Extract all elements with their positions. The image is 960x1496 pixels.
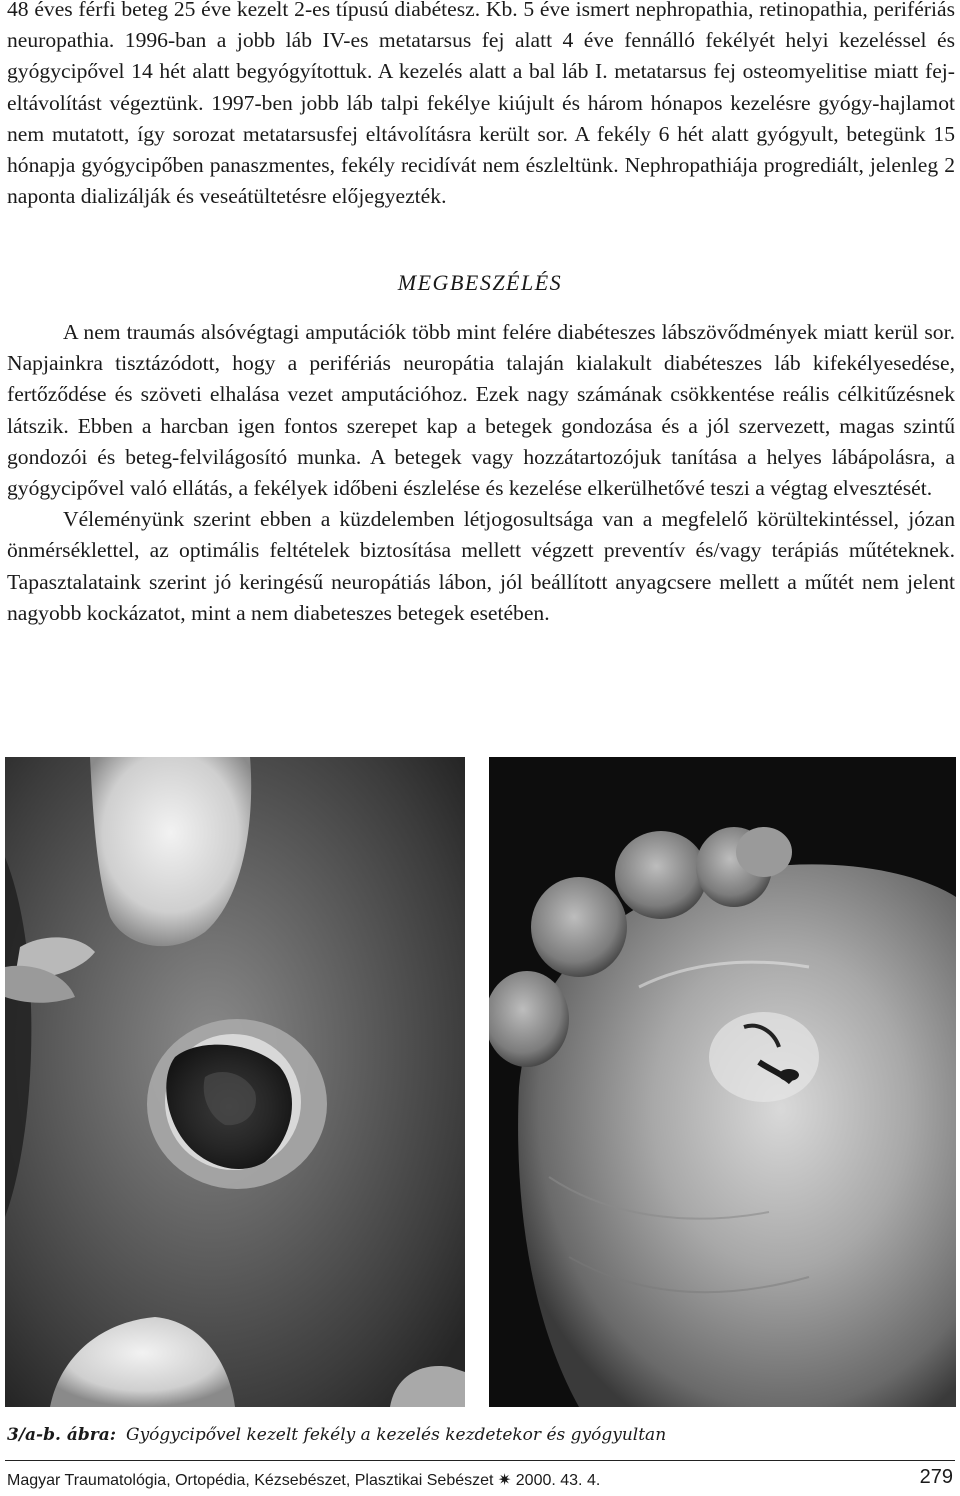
case-report-paragraph: 48 éves férfi beteg 25 éve kezelt 2-es típusú diabétesz. Kb. 5 éve ismert nephropathia, retinopathia, perifériás neuropathia. 1996-ban a jobb láb IV-es metatarsus fej alatt 4 éve fennálló fekélyét helyi kezeléssel és gyógycipővel 14 hét alatt begyógyítottuk. A kezelés alatt a bal láb I. metatarsus fej osteomyelitise miatt fej-eltávolítást végeztünk. 1997-ben jobb láb talpi fekélye kiújult és három hónapos kezelésre gyógy-hajlamot nem mutatott, így sorozat metatarsusfej eltávolításra került sor. A fekély 6 hét alatt gyógyult, betegünk 15 hónapja gyógycipőben panaszmentes, fekély recidívát nem észleltünk. Nephropathiája progrediált, jelenleg 2 naponta dializálják és veseátültetésre előjegyezték. <box>7 0 955 209</box>
figure-photo-ulcer-before <box>5 757 465 1407</box>
figure-label: 3/a-b. ábra: <box>7 1425 116 1445</box>
section-heading: MEGBESZÉLÉS <box>397 270 563 295</box>
footer-journal-citation: Magyar Traumatológia, Ortopédia, Kézsebészet, Plasztikai Sebészet ✷ 2000. 43. 4. <box>7 1472 601 1489</box>
discussion-paragraph-2: Véleményünk szerint ebben a küzdelemben létjogosultsága van a megfelelő körültekintéssel, józan önmérséklettel, az optimális feltételek biztosítása mellett végzett preventív és/vagy terápiás műtéteknek. Tapasztalataink szerint jó keringésű neuropátiás lábon, jól beállított anyagcsere mellett a műtét nem jelent nagyobb kockázatot, mint a nem diabeteszes betegek esetében. <box>7 507 955 625</box>
discussion-text <box>7 317 955 629</box>
ulcer-before-image <box>5 757 465 1407</box>
figure-caption <box>7 1425 666 1445</box>
figure-photo-ulcer-healed <box>489 757 956 1407</box>
discussion-paragraph-1: A nem traumás alsóvégtagi amputációk több mint felére diabéteszes lábszövődmények miatt kerül sor. Napjainkra tisztázódott, hogy a perifériás neuropátia talaján kialakult diabéteszes láb kifekélyesedése, fertőződése és szöveti elhalása vezet amputációhoz. Ezek nagy számának csökkentése reális célkitűzésnek látszik. Ebben a harcban igen fontos szerepet kap a betegek gondozása és a jól szervezett, magas szintű gondozói és beteg-felvilágosító munka. A betegek vagy hozzátartozójuk tanítása a helyes lábápolásra, a gyógycipővel való ellátás, a fekélyek időbeni észlelése és kezelése elkerülhetővé teszi a végtag elvesztését. <box>7 320 955 501</box>
case-report-text <box>7 0 955 212</box>
ulcer-healed-image <box>489 757 956 1407</box>
figure-caption-text: Gyógycipővel kezelt fekély a kezelés kezdetekor és gyógyultan <box>125 1425 667 1445</box>
footer-divider <box>5 1460 955 1461</box>
page-number: 279 <box>919 1466 953 1488</box>
